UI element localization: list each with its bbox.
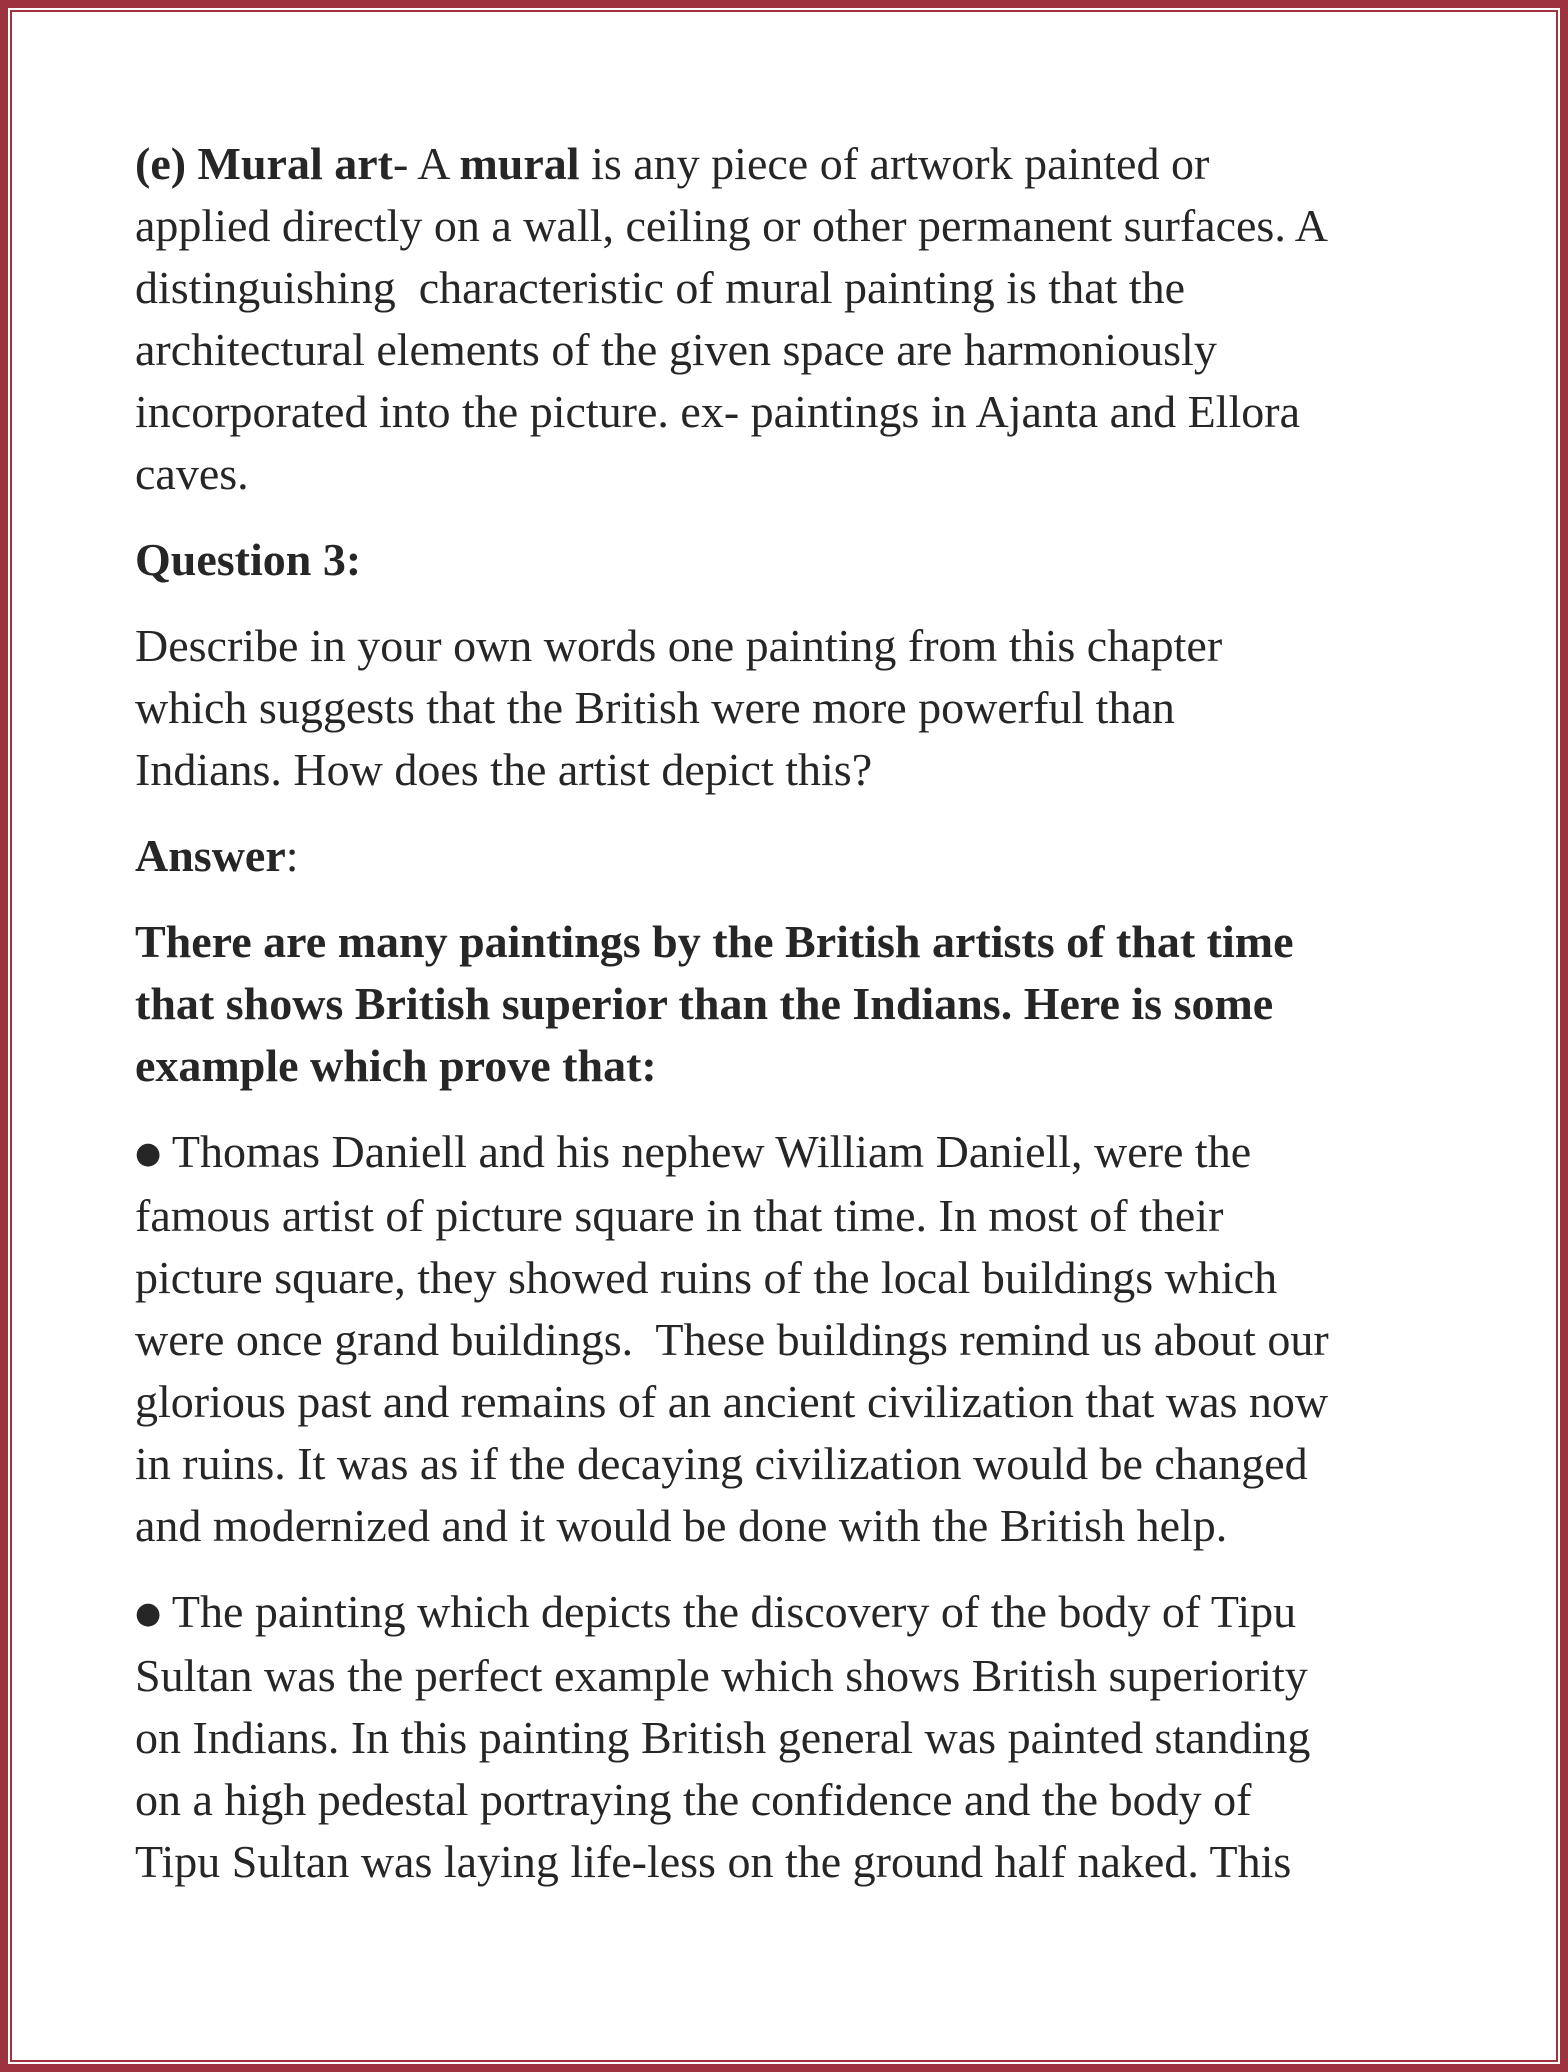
bullet-item-tipu-sultan: ● The painting which depicts the discovery of the body of Tipu Sultan was the perfect example which shows British superiority on Indians. In this painting British general was painted standing on a high pedestal portraying the confidence and the body of Tipu Sultan was laying life-less on the ground half naked. This <box>135 1586 1311 1887</box>
bullet-icon: ● <box>135 1596 162 1631</box>
mural-art-paragraph: (e) Mural art- A mural is any piece of artwork painted or applied directly on a wall, ceiling or other permanent surfaces. A distinguishing characteristic of mural painting is that the architectural elements of the given space are harmoniously incorporated into the picture. ex- paintings in Ajanta and Ellora caves. <box>135 138 1329 499</box>
mural-art-label: (e) Mural art <box>135 138 393 189</box>
document-body <box>135 133 1465 1917</box>
answer-heading: Answer: <box>135 830 299 881</box>
bullet-icon: ● <box>135 1136 162 1171</box>
mural-term: mural <box>459 138 580 189</box>
question-text: Describe in your own words one painting from this chapter which suggests that the British were more powerful than Indians. How does the artist depict this? <box>135 620 1223 795</box>
answer-intro: There are many paintings by the British artists of that time that shows British superior than the Indians. Here is some example which prove that: <box>135 916 1294 1091</box>
bullet-item-daniell: ● Thomas Daniell and his nephew William Daniell, were the famous artist of picture square in that time. In most of their picture square, they showed ruins of the local buildings which were once grand buildings. These buildings remind us about our glorious past and remains of an ancient civilization that was now in ruins. It was as if the decaying civilization would be changed and modernized and it would be done with the British help. <box>135 1126 1329 1551</box>
question-heading: Question 3: <box>135 534 362 585</box>
